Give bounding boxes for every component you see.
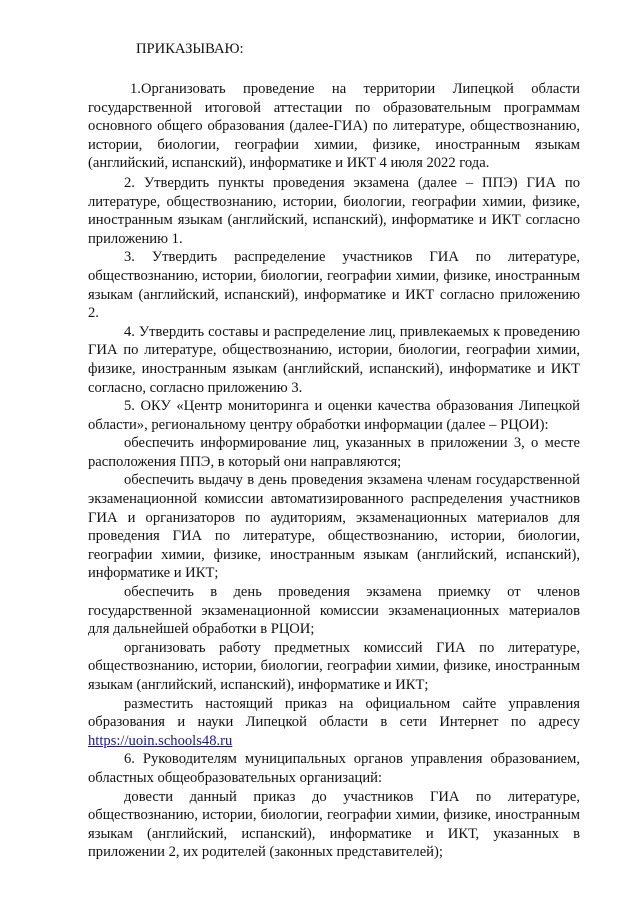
paragraph-5-item-2: обеспечить выдачу в день проведения экзамена членам государственной экзаменационной комиссии автоматизированного распределения участников ГИА и организаторов по аудиториям, экзаменационных материалов для проведения ГИА по литературе, обществознанию, истории, биологии, географии химии, физике, иностранным языкам (английский, испанский), информатике и ИКТ; <box>88 472 580 582</box>
paragraph-6-item-1: довести данный приказ до участников ГИА по литературе, обществознанию, истории, биологии, географии химии, физике, иностранным языкам (английский, испанский), информатике и ИКТ, указанных в приложении 2, их родителей (законных представителей); <box>88 788 580 861</box>
website-link[interactable]: https://uoin.schools48.ru <box>88 732 233 749</box>
paragraph-6: 6. Руководителям муниципальных органов управления образованием, областных общеобразовательных организаций: <box>88 751 580 786</box>
order-heading: ПРИКАЗЫВАЮ: <box>136 41 244 57</box>
paragraph-5-item-3: обеспечить в день проведения экзамена приемку от членов государственной экзаменационной комиссии экзаменационных материалов для дальнейшей обработки в РЦОИ; <box>88 584 580 638</box>
paragraph-5-item-4: организовать работу предметных комиссий ГИА по литературе, обществознанию, истории, биологии, географии химии, физике, иностранным языкам (английский, испанский), информатике и ИКТ; <box>88 639 580 693</box>
paragraph-5-item-5-text: разместить настоящий приказ на официальном сайте управления образования и науки Липецкой области в сети Интернет по адресу <box>88 695 580 731</box>
paragraph-5-item-1: обеспечить информирование лиц, указанных в приложении 3, о месте расположения ППЭ, в который они направляются; <box>88 435 580 470</box>
paragraph-1: 1.Организовать проведение на территории Липецкой области государственной итоговой аттестации по образовательным программам основного общего образования (далее-ГИА) по литературе, обществознанию, истории, биологии, географии химии, физике, иностранным языкам (английский, испанский), информатике и ИКТ 4 июля 2022 года. <box>88 81 580 172</box>
paragraph-5-item-5 <box>88 695 580 751</box>
paragraph-5: 5. ОКУ «Центр мониторинга и оценки качества образования Липецкой области», региональному центру обработки информации (далее – РЦОИ): <box>88 398 580 433</box>
paragraph-2: 2. Утвердить пункты проведения экзамена (далее – ППЭ) ГИА по литературе, обществознанию, истории, биологии, географии химии, физике, иностранным языкам (английский, испанский), информатике и ИКТ согласно приложению 1. <box>88 174 580 247</box>
document-body <box>88 80 580 862</box>
paragraph-4: 4. Утвердить составы и распределение лиц, привлекаемых к проведению ГИА по литературе, обществознанию, истории, биологии, географии химии, физике, иностранным языкам (английский, испанский), информатике и ИКТ согласно, согласно приложению 3. <box>88 323 580 396</box>
paragraph-3: 3. Утвердить распределение участников ГИА по литературе, обществознанию, истории, биологии, географии химии, физике, иностранным языкам (английский, испанский), информатике и ИКТ согласно приложению 2. <box>88 249 580 322</box>
